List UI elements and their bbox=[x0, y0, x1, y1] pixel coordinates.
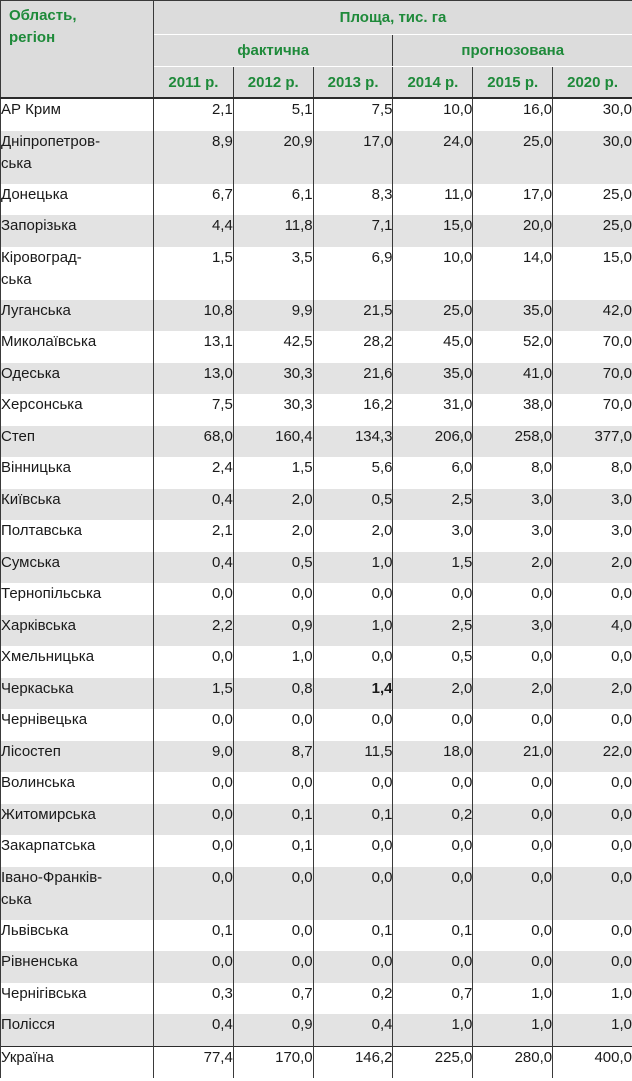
value-cell: 0,5 bbox=[393, 646, 473, 678]
value-cell: 7,5 bbox=[154, 394, 234, 426]
value-cell: 2,5 bbox=[393, 615, 473, 647]
value-cell: 0,0 bbox=[313, 583, 393, 615]
value-cell: 4,0 bbox=[553, 615, 632, 647]
value-cell: 11,8 bbox=[233, 215, 313, 247]
value-cell: 0,0 bbox=[393, 867, 473, 920]
value-cell: 0,1 bbox=[233, 804, 313, 836]
value-cell: 0,4 bbox=[154, 552, 234, 584]
year-header: 2014 р. bbox=[393, 67, 473, 99]
value-cell: 0,4 bbox=[154, 489, 234, 521]
region-name: Волинська bbox=[1, 772, 154, 804]
region-name-part: ська bbox=[1, 890, 32, 908]
value-cell: 0,0 bbox=[154, 804, 234, 836]
table-row bbox=[1, 426, 632, 458]
value-cell: 0,1 bbox=[154, 920, 234, 952]
value-cell: 0,0 bbox=[154, 646, 234, 678]
region-name: Україна bbox=[1, 1046, 154, 1078]
value-cell: 0,2 bbox=[313, 983, 393, 1015]
value-cell: 2,0 bbox=[393, 678, 473, 710]
value-cell: 70,0 bbox=[553, 363, 632, 395]
value-cell: 0,0 bbox=[553, 646, 632, 678]
value-cell: 9,0 bbox=[154, 741, 234, 773]
value-cell: 2,2 bbox=[154, 615, 234, 647]
region-name: Київська bbox=[1, 489, 154, 521]
year-header: 2020 р. bbox=[553, 67, 632, 99]
value-cell: 0,0 bbox=[473, 835, 553, 867]
value-cell: 10,0 bbox=[393, 247, 473, 300]
value-cell: 0,7 bbox=[393, 983, 473, 1015]
value-cell: 0,1 bbox=[313, 920, 393, 952]
region-name: Львівська bbox=[1, 920, 154, 952]
value-cell: 42,0 bbox=[553, 300, 632, 332]
value-cell: 0,0 bbox=[553, 772, 632, 804]
region-name: Житомирська bbox=[1, 804, 154, 836]
value-cell: 0,0 bbox=[313, 835, 393, 867]
value-cell: 1,0 bbox=[233, 646, 313, 678]
value-cell: 8,7 bbox=[233, 741, 313, 773]
value-cell: 17,0 bbox=[313, 131, 393, 184]
value-cell: 258,0 bbox=[473, 426, 553, 458]
value-cell: 5,1 bbox=[233, 98, 313, 131]
value-cell: 0,0 bbox=[553, 804, 632, 836]
region-name: Луганська bbox=[1, 300, 154, 332]
value-cell: 30,0 bbox=[553, 131, 632, 184]
value-cell: 0,0 bbox=[233, 867, 313, 920]
value-cell: 6,7 bbox=[154, 184, 234, 216]
region-name: Херсонська bbox=[1, 394, 154, 426]
value-cell: 0,0 bbox=[553, 835, 632, 867]
table-row bbox=[1, 363, 632, 395]
value-cell: 0,0 bbox=[473, 951, 553, 983]
table-row bbox=[1, 709, 632, 741]
value-cell: 10,8 bbox=[154, 300, 234, 332]
value-cell: 0,0 bbox=[473, 709, 553, 741]
region-name bbox=[1, 247, 154, 300]
value-cell: 16,0 bbox=[473, 98, 553, 131]
value-cell: 2,0 bbox=[233, 520, 313, 552]
value-cell: 0,0 bbox=[473, 646, 553, 678]
value-cell: 0,0 bbox=[154, 709, 234, 741]
value-cell: 2,1 bbox=[154, 98, 234, 131]
value-cell: 0,0 bbox=[553, 867, 632, 920]
value-cell: 170,0 bbox=[233, 1046, 313, 1078]
region-name-part: Кіровоград- bbox=[1, 248, 82, 266]
value-cell: 3,0 bbox=[393, 520, 473, 552]
region-name-part: Івано-Франків- bbox=[1, 868, 103, 886]
region-name: Хмельницька bbox=[1, 646, 154, 678]
value-cell: 15,0 bbox=[553, 247, 632, 300]
value-cell: 1,5 bbox=[154, 678, 234, 710]
value-cell: 0,0 bbox=[233, 772, 313, 804]
table-row bbox=[1, 615, 632, 647]
region-name-part: Дніпропетров- bbox=[1, 132, 101, 150]
value-cell: 0,0 bbox=[154, 835, 234, 867]
value-cell: 1,0 bbox=[553, 983, 632, 1015]
value-cell: 11,5 bbox=[313, 741, 393, 773]
value-cell: 38,0 bbox=[473, 394, 553, 426]
value-cell: 0,7 bbox=[233, 983, 313, 1015]
value-cell: 77,4 bbox=[154, 1046, 234, 1078]
value-cell: 6,9 bbox=[313, 247, 393, 300]
region-name: АР Крим bbox=[1, 98, 154, 131]
region-name: Запорізька bbox=[1, 215, 154, 247]
value-cell: 0,0 bbox=[473, 920, 553, 952]
region-header-line-1: Область, bbox=[9, 7, 77, 24]
region-name: Миколаївська bbox=[1, 331, 154, 363]
value-cell: 3,0 bbox=[473, 520, 553, 552]
value-cell: 1,0 bbox=[553, 1014, 632, 1046]
region-name-part: ська bbox=[1, 154, 32, 172]
value-cell: 2,4 bbox=[154, 457, 234, 489]
year-header: 2015 р. bbox=[473, 67, 553, 99]
value-cell: 160,4 bbox=[233, 426, 313, 458]
region-name: Рівненська bbox=[1, 951, 154, 983]
value-cell: 134,3 bbox=[313, 426, 393, 458]
value-cell: 1,0 bbox=[313, 615, 393, 647]
value-cell: 0,0 bbox=[154, 867, 234, 920]
value-cell: 206,0 bbox=[393, 426, 473, 458]
table-row bbox=[1, 646, 632, 678]
year-header: 2012 р. bbox=[233, 67, 313, 99]
value-cell: 0,0 bbox=[553, 920, 632, 952]
value-cell: 1,0 bbox=[313, 552, 393, 584]
table-row bbox=[1, 772, 632, 804]
value-cell: 35,0 bbox=[473, 300, 553, 332]
value-cell: 3,0 bbox=[473, 489, 553, 521]
value-cell: 1,5 bbox=[393, 552, 473, 584]
value-cell: 13,1 bbox=[154, 331, 234, 363]
value-cell: 35,0 bbox=[393, 363, 473, 395]
value-cell: 70,0 bbox=[553, 394, 632, 426]
value-cell: 1,0 bbox=[473, 1014, 553, 1046]
value-cell: 0,1 bbox=[393, 920, 473, 952]
year-header: 2013 р. bbox=[313, 67, 393, 99]
table-row bbox=[1, 804, 632, 836]
value-cell: 21,6 bbox=[313, 363, 393, 395]
value-cell: 1,5 bbox=[154, 247, 234, 300]
value-cell: 7,1 bbox=[313, 215, 393, 247]
value-cell: 3,0 bbox=[473, 615, 553, 647]
value-cell: 0,0 bbox=[393, 951, 473, 983]
value-cell: 5,6 bbox=[313, 457, 393, 489]
value-cell: 13,0 bbox=[154, 363, 234, 395]
table-row bbox=[1, 983, 632, 1015]
value-cell: 10,0 bbox=[393, 98, 473, 131]
region-name: Вінницька bbox=[1, 457, 154, 489]
value-cell: 11,0 bbox=[393, 184, 473, 216]
table-row-total bbox=[1, 1046, 632, 1078]
value-cell: 2,1 bbox=[154, 520, 234, 552]
value-cell: 0,0 bbox=[233, 583, 313, 615]
value-cell: 1,4 bbox=[313, 678, 393, 710]
table-row bbox=[1, 394, 632, 426]
value-cell: 41,0 bbox=[473, 363, 553, 395]
value-cell: 0,5 bbox=[313, 489, 393, 521]
value-cell: 0,0 bbox=[154, 772, 234, 804]
value-cell: 0,0 bbox=[313, 951, 393, 983]
value-cell: 9,9 bbox=[233, 300, 313, 332]
value-cell: 0,0 bbox=[473, 867, 553, 920]
value-cell: 8,0 bbox=[553, 457, 632, 489]
value-cell: 400,0 bbox=[553, 1046, 632, 1078]
region-name bbox=[1, 131, 154, 184]
region-name: Закарпатська bbox=[1, 835, 154, 867]
region-name: Тернопільська bbox=[1, 583, 154, 615]
area-header: Площа, тис. га bbox=[154, 1, 632, 35]
value-cell: 0,0 bbox=[233, 709, 313, 741]
value-cell: 0,0 bbox=[393, 583, 473, 615]
table-row bbox=[1, 867, 632, 920]
value-cell: 1,5 bbox=[233, 457, 313, 489]
region-column-header bbox=[1, 1, 154, 99]
value-cell: 45,0 bbox=[393, 331, 473, 363]
value-cell: 0,4 bbox=[154, 1014, 234, 1046]
value-cell: 3,0 bbox=[553, 520, 632, 552]
table-row bbox=[1, 215, 632, 247]
value-cell: 0,0 bbox=[553, 709, 632, 741]
value-cell: 14,0 bbox=[473, 247, 553, 300]
value-cell: 30,3 bbox=[233, 394, 313, 426]
value-cell: 3,0 bbox=[553, 489, 632, 521]
value-cell: 15,0 bbox=[393, 215, 473, 247]
year-header: 2011 р. bbox=[154, 67, 234, 99]
value-cell: 22,0 bbox=[553, 741, 632, 773]
table-row bbox=[1, 247, 632, 300]
value-cell: 377,0 bbox=[553, 426, 632, 458]
value-cell: 0,3 bbox=[154, 983, 234, 1015]
table-row bbox=[1, 457, 632, 489]
value-cell: 25,0 bbox=[553, 215, 632, 247]
region-name: Харківська bbox=[1, 615, 154, 647]
table-row bbox=[1, 951, 632, 983]
value-cell: 20,9 bbox=[233, 131, 313, 184]
value-cell: 3,5 bbox=[233, 247, 313, 300]
region-name: Сумська bbox=[1, 552, 154, 584]
region-name: Черкаська bbox=[1, 678, 154, 710]
value-cell: 24,0 bbox=[393, 131, 473, 184]
value-cell: 2,0 bbox=[313, 520, 393, 552]
region-name: Степ bbox=[1, 426, 154, 458]
value-cell: 20,0 bbox=[473, 215, 553, 247]
value-cell: 30,0 bbox=[553, 98, 632, 131]
value-cell: 21,0 bbox=[473, 741, 553, 773]
value-cell: 21,5 bbox=[313, 300, 393, 332]
table-row bbox=[1, 184, 632, 216]
value-cell: 225,0 bbox=[393, 1046, 473, 1078]
value-cell: 0,8 bbox=[233, 678, 313, 710]
value-cell: 52,0 bbox=[473, 331, 553, 363]
region-name: Полтавська bbox=[1, 520, 154, 552]
region-name-part: ська bbox=[1, 270, 32, 288]
value-cell: 0,0 bbox=[393, 835, 473, 867]
table-row bbox=[1, 1014, 632, 1046]
value-cell: 6,0 bbox=[393, 457, 473, 489]
value-cell: 0,2 bbox=[393, 804, 473, 836]
value-cell: 280,0 bbox=[473, 1046, 553, 1078]
region-name: Донецька bbox=[1, 184, 154, 216]
value-cell: 4,4 bbox=[154, 215, 234, 247]
value-cell: 1,0 bbox=[393, 1014, 473, 1046]
value-cell: 1,0 bbox=[473, 983, 553, 1015]
region-name: Полісся bbox=[1, 1014, 154, 1046]
value-cell: 0,0 bbox=[154, 583, 234, 615]
value-cell: 8,3 bbox=[313, 184, 393, 216]
value-cell: 0,0 bbox=[313, 867, 393, 920]
value-cell: 25,0 bbox=[393, 300, 473, 332]
actual-header: фактична bbox=[154, 35, 393, 67]
value-cell: 0,0 bbox=[313, 646, 393, 678]
table-row bbox=[1, 331, 632, 363]
value-cell: 0,0 bbox=[553, 583, 632, 615]
value-cell: 68,0 bbox=[154, 426, 234, 458]
region-header-line-2: регіон bbox=[9, 29, 56, 46]
value-cell: 0,0 bbox=[553, 951, 632, 983]
value-cell: 2,5 bbox=[393, 489, 473, 521]
value-cell: 8,0 bbox=[473, 457, 553, 489]
value-cell: 0,0 bbox=[233, 951, 313, 983]
value-cell: 25,0 bbox=[473, 131, 553, 184]
value-cell: 0,9 bbox=[233, 1014, 313, 1046]
table-row bbox=[1, 300, 632, 332]
value-cell: 2,0 bbox=[233, 489, 313, 521]
value-cell: 42,5 bbox=[233, 331, 313, 363]
table-row bbox=[1, 741, 632, 773]
table-row bbox=[1, 489, 632, 521]
value-cell: 6,1 bbox=[233, 184, 313, 216]
value-cell: 146,2 bbox=[313, 1046, 393, 1078]
value-cell: 0,0 bbox=[313, 772, 393, 804]
value-cell: 0,0 bbox=[473, 804, 553, 836]
value-cell: 31,0 bbox=[393, 394, 473, 426]
table-row bbox=[1, 520, 632, 552]
value-cell: 0,0 bbox=[313, 709, 393, 741]
value-cell: 25,0 bbox=[553, 184, 632, 216]
value-cell: 0,0 bbox=[393, 709, 473, 741]
value-cell: 2,0 bbox=[553, 678, 632, 710]
value-cell: 0,0 bbox=[473, 583, 553, 615]
value-cell: 2,0 bbox=[473, 552, 553, 584]
value-cell: 0,0 bbox=[393, 772, 473, 804]
table-row bbox=[1, 678, 632, 710]
table-row bbox=[1, 835, 632, 867]
value-cell: 7,5 bbox=[313, 98, 393, 131]
value-cell: 30,3 bbox=[233, 363, 313, 395]
table-body bbox=[1, 98, 632, 1078]
region-name: Лісостеп bbox=[1, 741, 154, 773]
value-cell: 16,2 bbox=[313, 394, 393, 426]
table-row bbox=[1, 552, 632, 584]
value-cell: 28,2 bbox=[313, 331, 393, 363]
table-row bbox=[1, 920, 632, 952]
region-name: Чернівецька bbox=[1, 709, 154, 741]
value-cell: 8,9 bbox=[154, 131, 234, 184]
value-cell: 0,5 bbox=[233, 552, 313, 584]
region-name: Одеська bbox=[1, 363, 154, 395]
value-cell: 0,0 bbox=[473, 772, 553, 804]
value-cell: 2,0 bbox=[553, 552, 632, 584]
value-cell: 70,0 bbox=[553, 331, 632, 363]
value-cell: 17,0 bbox=[473, 184, 553, 216]
table-row bbox=[1, 131, 632, 184]
value-cell: 0,4 bbox=[313, 1014, 393, 1046]
region-name: Чернігівська bbox=[1, 983, 154, 1015]
value-cell: 0,0 bbox=[233, 920, 313, 952]
value-cell: 0,1 bbox=[233, 835, 313, 867]
region-name bbox=[1, 867, 154, 920]
value-cell: 2,0 bbox=[473, 678, 553, 710]
table-row bbox=[1, 98, 632, 131]
table-row bbox=[1, 583, 632, 615]
value-cell: 0,1 bbox=[313, 804, 393, 836]
value-cell: 0,0 bbox=[154, 951, 234, 983]
value-cell: 18,0 bbox=[393, 741, 473, 773]
value-cell: 0,9 bbox=[233, 615, 313, 647]
forecast-header: прогнозована bbox=[393, 35, 632, 67]
